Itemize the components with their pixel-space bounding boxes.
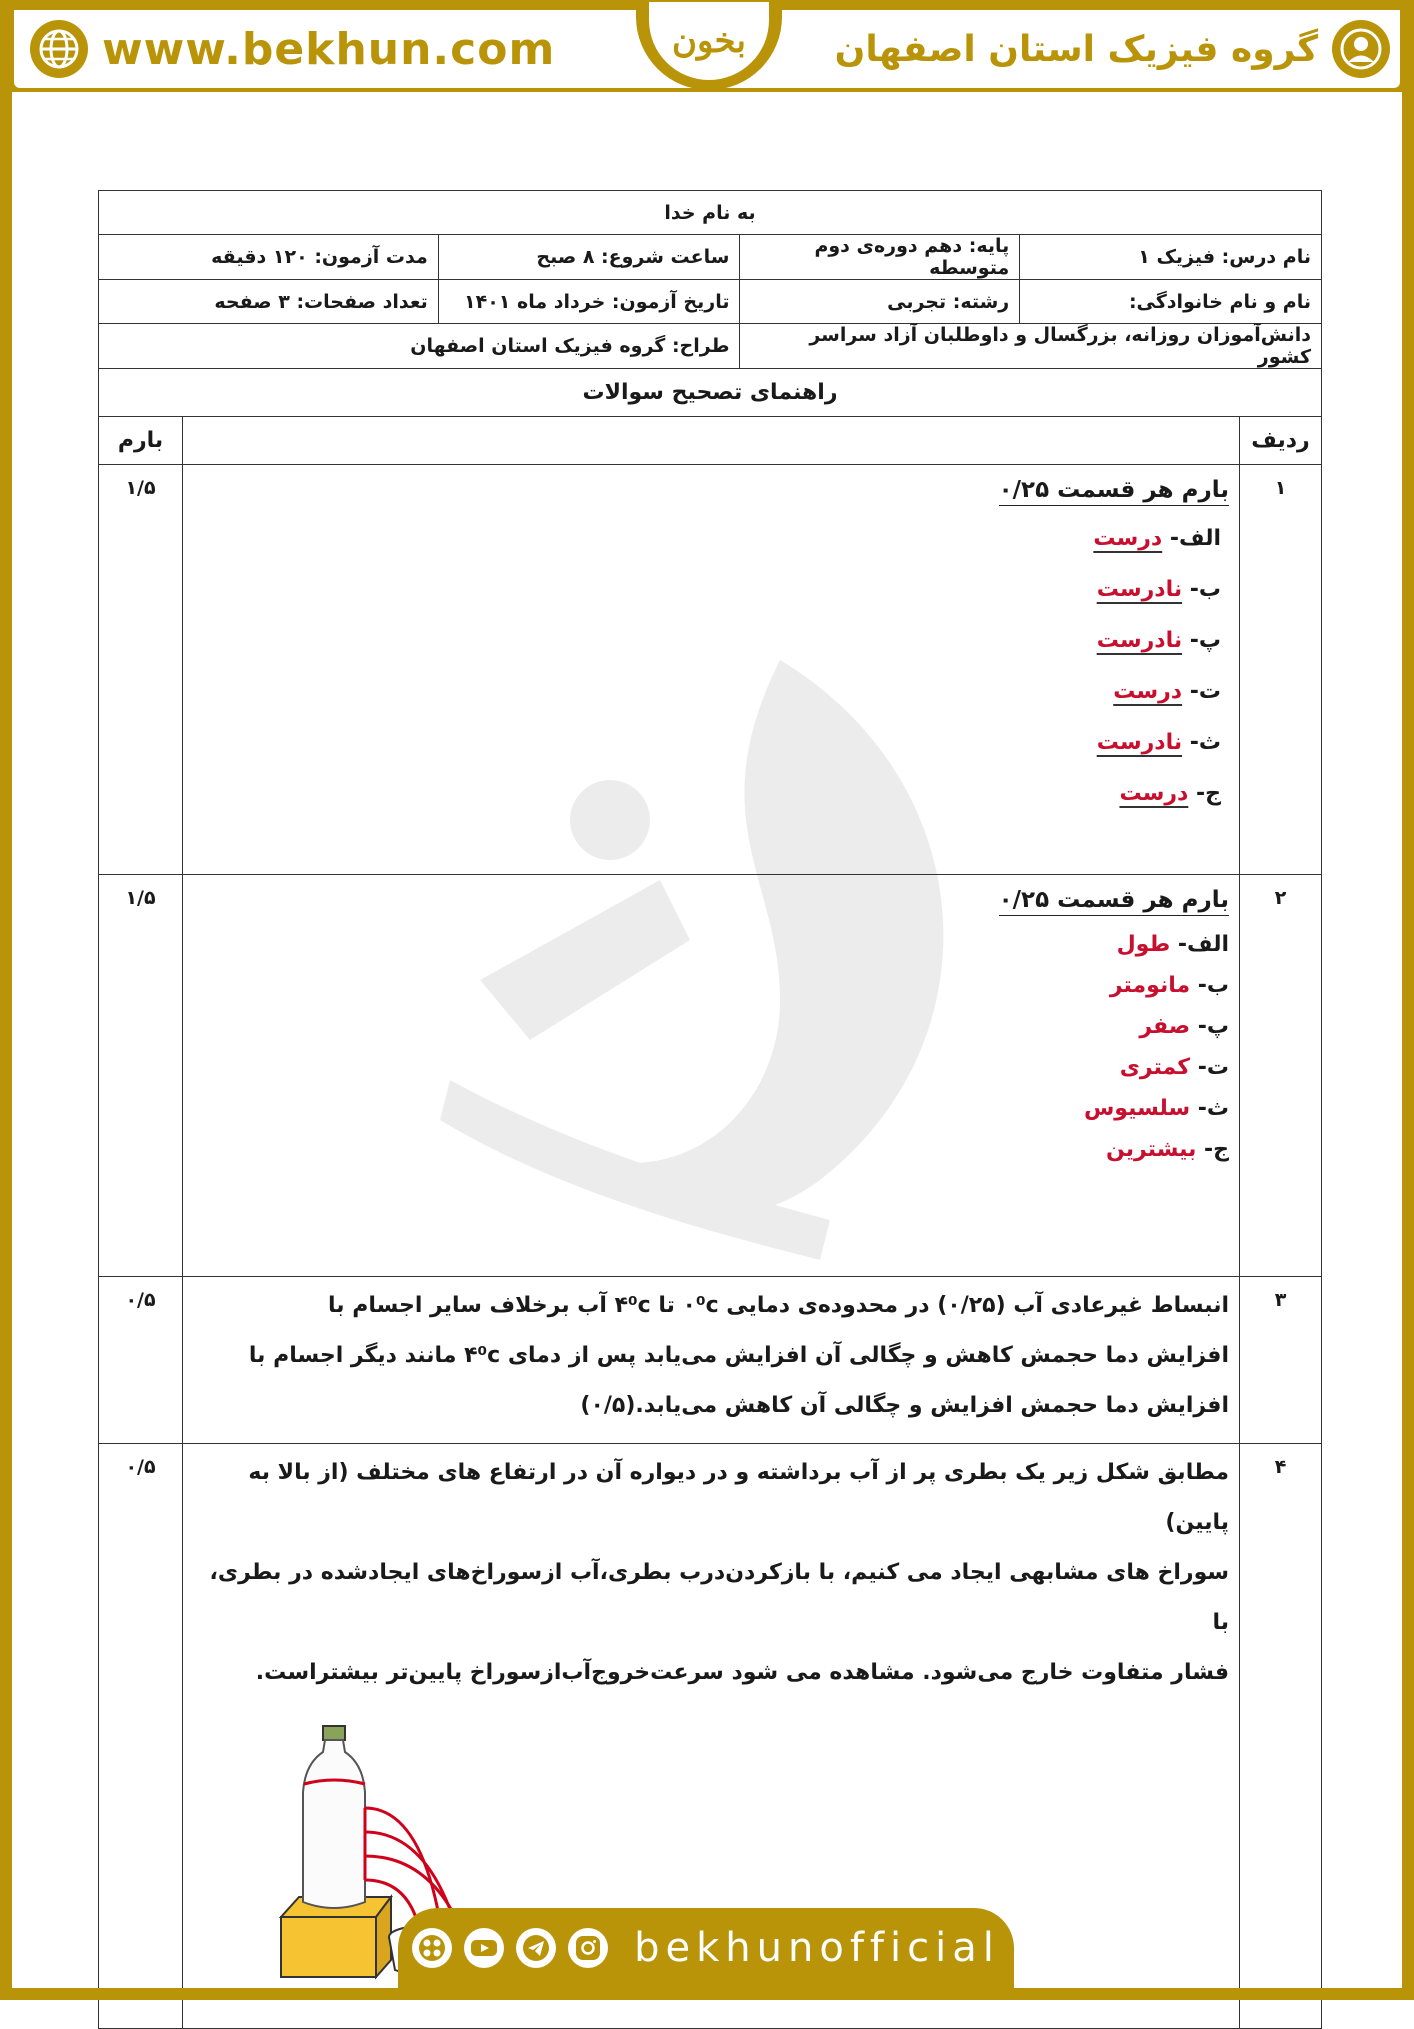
question-number: ۴: [1240, 1444, 1322, 2029]
answer-item: ث- نادرست: [1096, 730, 1222, 755]
designer: طراح: گروه فیزیک استان اصفهان: [99, 324, 740, 369]
bismillah: به نام خدا: [99, 191, 1322, 235]
question-score: ۰/۵: [99, 1277, 183, 1444]
page-count: تعداد صفحات: ۳ صفحه: [99, 280, 439, 324]
answer-item: ب- نادرست: [1096, 577, 1222, 602]
group-name: گروه فیزیک استان اصفهان: [834, 28, 1318, 70]
start-time: ساعت شروع: ۸ صبح: [438, 235, 740, 280]
answer-item: الف- طول: [1116, 932, 1230, 957]
question-body: [183, 1277, 1240, 1444]
youtube-icon[interactable]: [464, 1928, 504, 1968]
question-score: ۱/۵: [99, 465, 183, 875]
question-heading: بارم هر قسمت ۰/۲۵: [999, 477, 1229, 506]
question-number: ۱: [1240, 465, 1322, 875]
answer-item: پ- صفر: [1139, 1014, 1230, 1039]
answer-item: ب- مانومتر: [1109, 973, 1230, 998]
student-name-label: نام و نام خانوادگی:: [1020, 280, 1322, 324]
question-body: [183, 875, 1240, 1277]
telegram-icon[interactable]: [516, 1928, 556, 1968]
answer-item: ج- درست: [1119, 781, 1222, 806]
globe-icon: [30, 20, 88, 78]
answer-line: افزایش دما حجمش افزایش و چگالی آن کاهش می‌یابد.(۰/۵): [580, 1393, 1230, 1418]
answer-item: پ- نادرست: [1096, 628, 1222, 653]
aparat-icon[interactable]: [412, 1928, 452, 1968]
instagram-icon[interactable]: [568, 1928, 608, 1968]
site-url: www.bekhun.com: [102, 23, 556, 75]
answer-item: ت- کمتری: [1119, 1055, 1230, 1080]
answer-line: فشار متفاوت خارج می‌شود. مشاهده می شود سرعت‌خروج‌آب‌ازسوراخ پایین‌تر بیشتراست.: [255, 1660, 1230, 1685]
field-of-study: رشته: تجربی: [740, 280, 1020, 324]
guide-title: راهنمای تصحیح سوالات: [99, 369, 1322, 417]
user-icon: [1332, 20, 1390, 78]
logo: بخون: [672, 21, 746, 61]
question-row-3: [99, 1277, 1322, 1444]
grade-level: پایه: دهم دوره‌ی دوم متوسطه: [740, 235, 1020, 280]
course-name: نام درس: فیزیک ۱: [1020, 235, 1322, 280]
question-score: ۱/۵: [99, 875, 183, 1277]
answer-line: انبساط غیرعادی آب (۰/۲۵) در محدوده‌ی دمایی ۰⁰c تا ۴⁰c آب برخلاف سایر اجسام با: [328, 1293, 1230, 1318]
exam-date: تاریخ آزمون: خرداد ماه ۱۴۰۱: [438, 280, 740, 324]
footer-band: [0, 1988, 1414, 2000]
question-number: ۳: [1240, 1277, 1322, 1444]
site-link[interactable]: [30, 16, 555, 82]
question-heading: بارم هر قسمت ۰/۲۵: [999, 887, 1229, 916]
audience: دانش‌آموزان روزانه، بزرگسال و داوطلبان آزاد سراسر کشور: [740, 324, 1322, 369]
social-bar: [398, 1908, 1014, 1988]
col-row-header: ردیف: [1240, 417, 1322, 465]
question-row-1: [99, 465, 1322, 875]
question-score: ۰/۵: [99, 1444, 183, 2029]
question-row-2: [99, 875, 1322, 1277]
exam-table: [98, 190, 1322, 2029]
answer-item: ث- سلسیوس: [1083, 1096, 1230, 1121]
col-score-header: بارم: [99, 417, 183, 465]
answer-item: ج- بیشترین: [1105, 1137, 1230, 1162]
question-body: [183, 465, 1240, 875]
question-number: ۲: [1240, 875, 1322, 1277]
answer-item: الف- درست: [1093, 526, 1222, 551]
group-title: [835, 16, 1390, 82]
exam-duration: مدت آزمون: ۱۲۰ دقیقه: [99, 235, 439, 280]
social-handle[interactable]: bekhunofficial: [634, 1925, 1000, 1971]
answer-item: ت- درست: [1113, 679, 1222, 704]
answer-line: مطابق شکل زیر یک بطری پر از آب برداشته و در دیواره آن در ارتفاع های مختلف (از بالا به پایین): [248, 1460, 1230, 1535]
answer-line: افزایش دما حجمش کاهش و چگالی آن افزایش می‌یابد پس از دمای ۴⁰c مانند دیگر اجسام با: [248, 1343, 1230, 1368]
answer-line: سوراخ های مشابهی ایجاد می کنیم، با بازکردن‌درب بطری،آب ازسوراخ‌های ایجادشده در بطری، با: [209, 1560, 1230, 1635]
